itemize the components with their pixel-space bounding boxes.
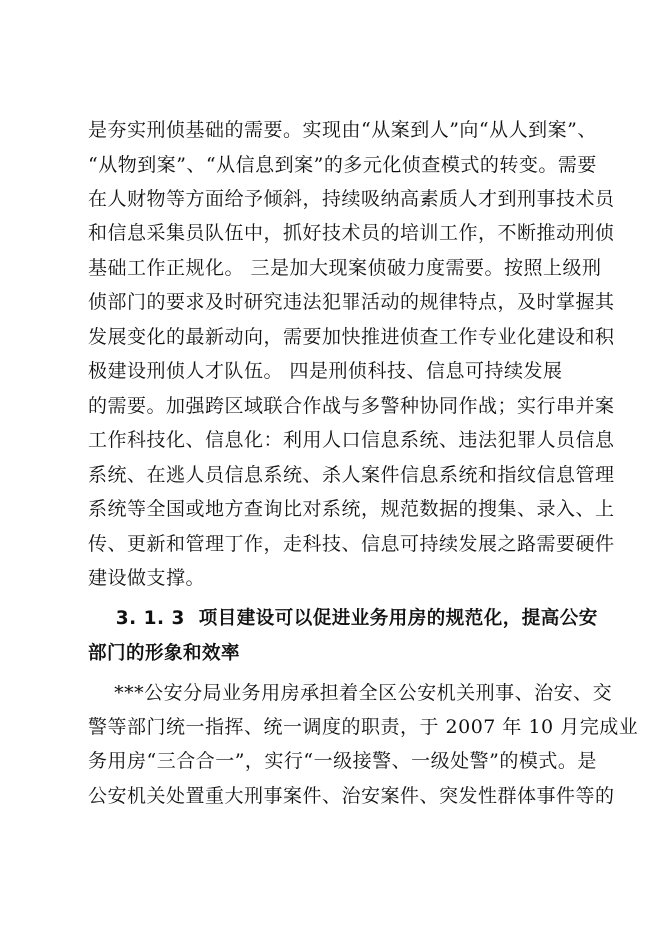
body-text-line: 务用房“三合合一”，实行“一级接警、一级处警”的模式。是: [88, 750, 597, 772]
body-text-line: 建设做支撑。: [88, 567, 206, 589]
body-text-line: 是夯实刑侦基础的需要。实现由“从案到人”向“从人到案”、: [88, 119, 597, 141]
body-text-line: 系统、在逃人员信息系统、杀人案件信息系统和指纹信息管理: [88, 464, 615, 486]
section-heading: 3. 1. 3 项目建设可以促进业务用房的规范化，提高公安: [88, 608, 598, 629]
body-text-line: 侦部门的要求及时研究违法犯罪活动的规律特点，及时掌握其: [88, 291, 615, 313]
body-text-line: 的需要。加强跨区域联合作战与多警种协同作战；实行串并案: [88, 395, 615, 417]
body-text-line: 警等部门统一指挥、统一调度的职责，于 2007 年 10 月完成业: [88, 716, 639, 738]
body-text-line: “从物到案”、“从信息到案”的多元化侦查模式的转变。需要: [88, 154, 597, 176]
body-text-line: 系统等全国或地方查询比对系统，规范数据的搜集、录入、上: [88, 498, 615, 520]
body-text-line: ***公安分局业务用房承担着全区公安机关刑事、治安、交: [88, 682, 613, 704]
body-text-line: 公安机关处置重大刑事案件、治安案件、突发性群体事件等的: [88, 785, 615, 807]
body-text-line: 极建设刑侦人才队伍。 四是刑侦科技、信息可持续发展: [88, 360, 563, 382]
section-heading: 部门的形象和效率: [88, 643, 241, 664]
body-text-line: 传、更新和管理丁作，走科技、信息可持续发展之路需要硬件: [88, 533, 615, 555]
body-text-line: 工作科技化、信息化：利用人口信息系统、违法犯罪人员信息: [88, 429, 615, 451]
body-text-line: 和信息采集员队伍中，抓好技术员的培训工作，不断推动刑侦: [88, 222, 615, 244]
body-text-line: 基础工作正规化。 三是加大现案侦破力度需要。按照上级刑: [88, 257, 602, 279]
body-text-line: 在人财物等方面给予倾斜，持续吸纳高素质人才到刑事技术员: [88, 188, 615, 210]
body-text-line: 发展变化的最新动向，需要加快推进侦查工作专业化建设和积: [88, 326, 615, 348]
